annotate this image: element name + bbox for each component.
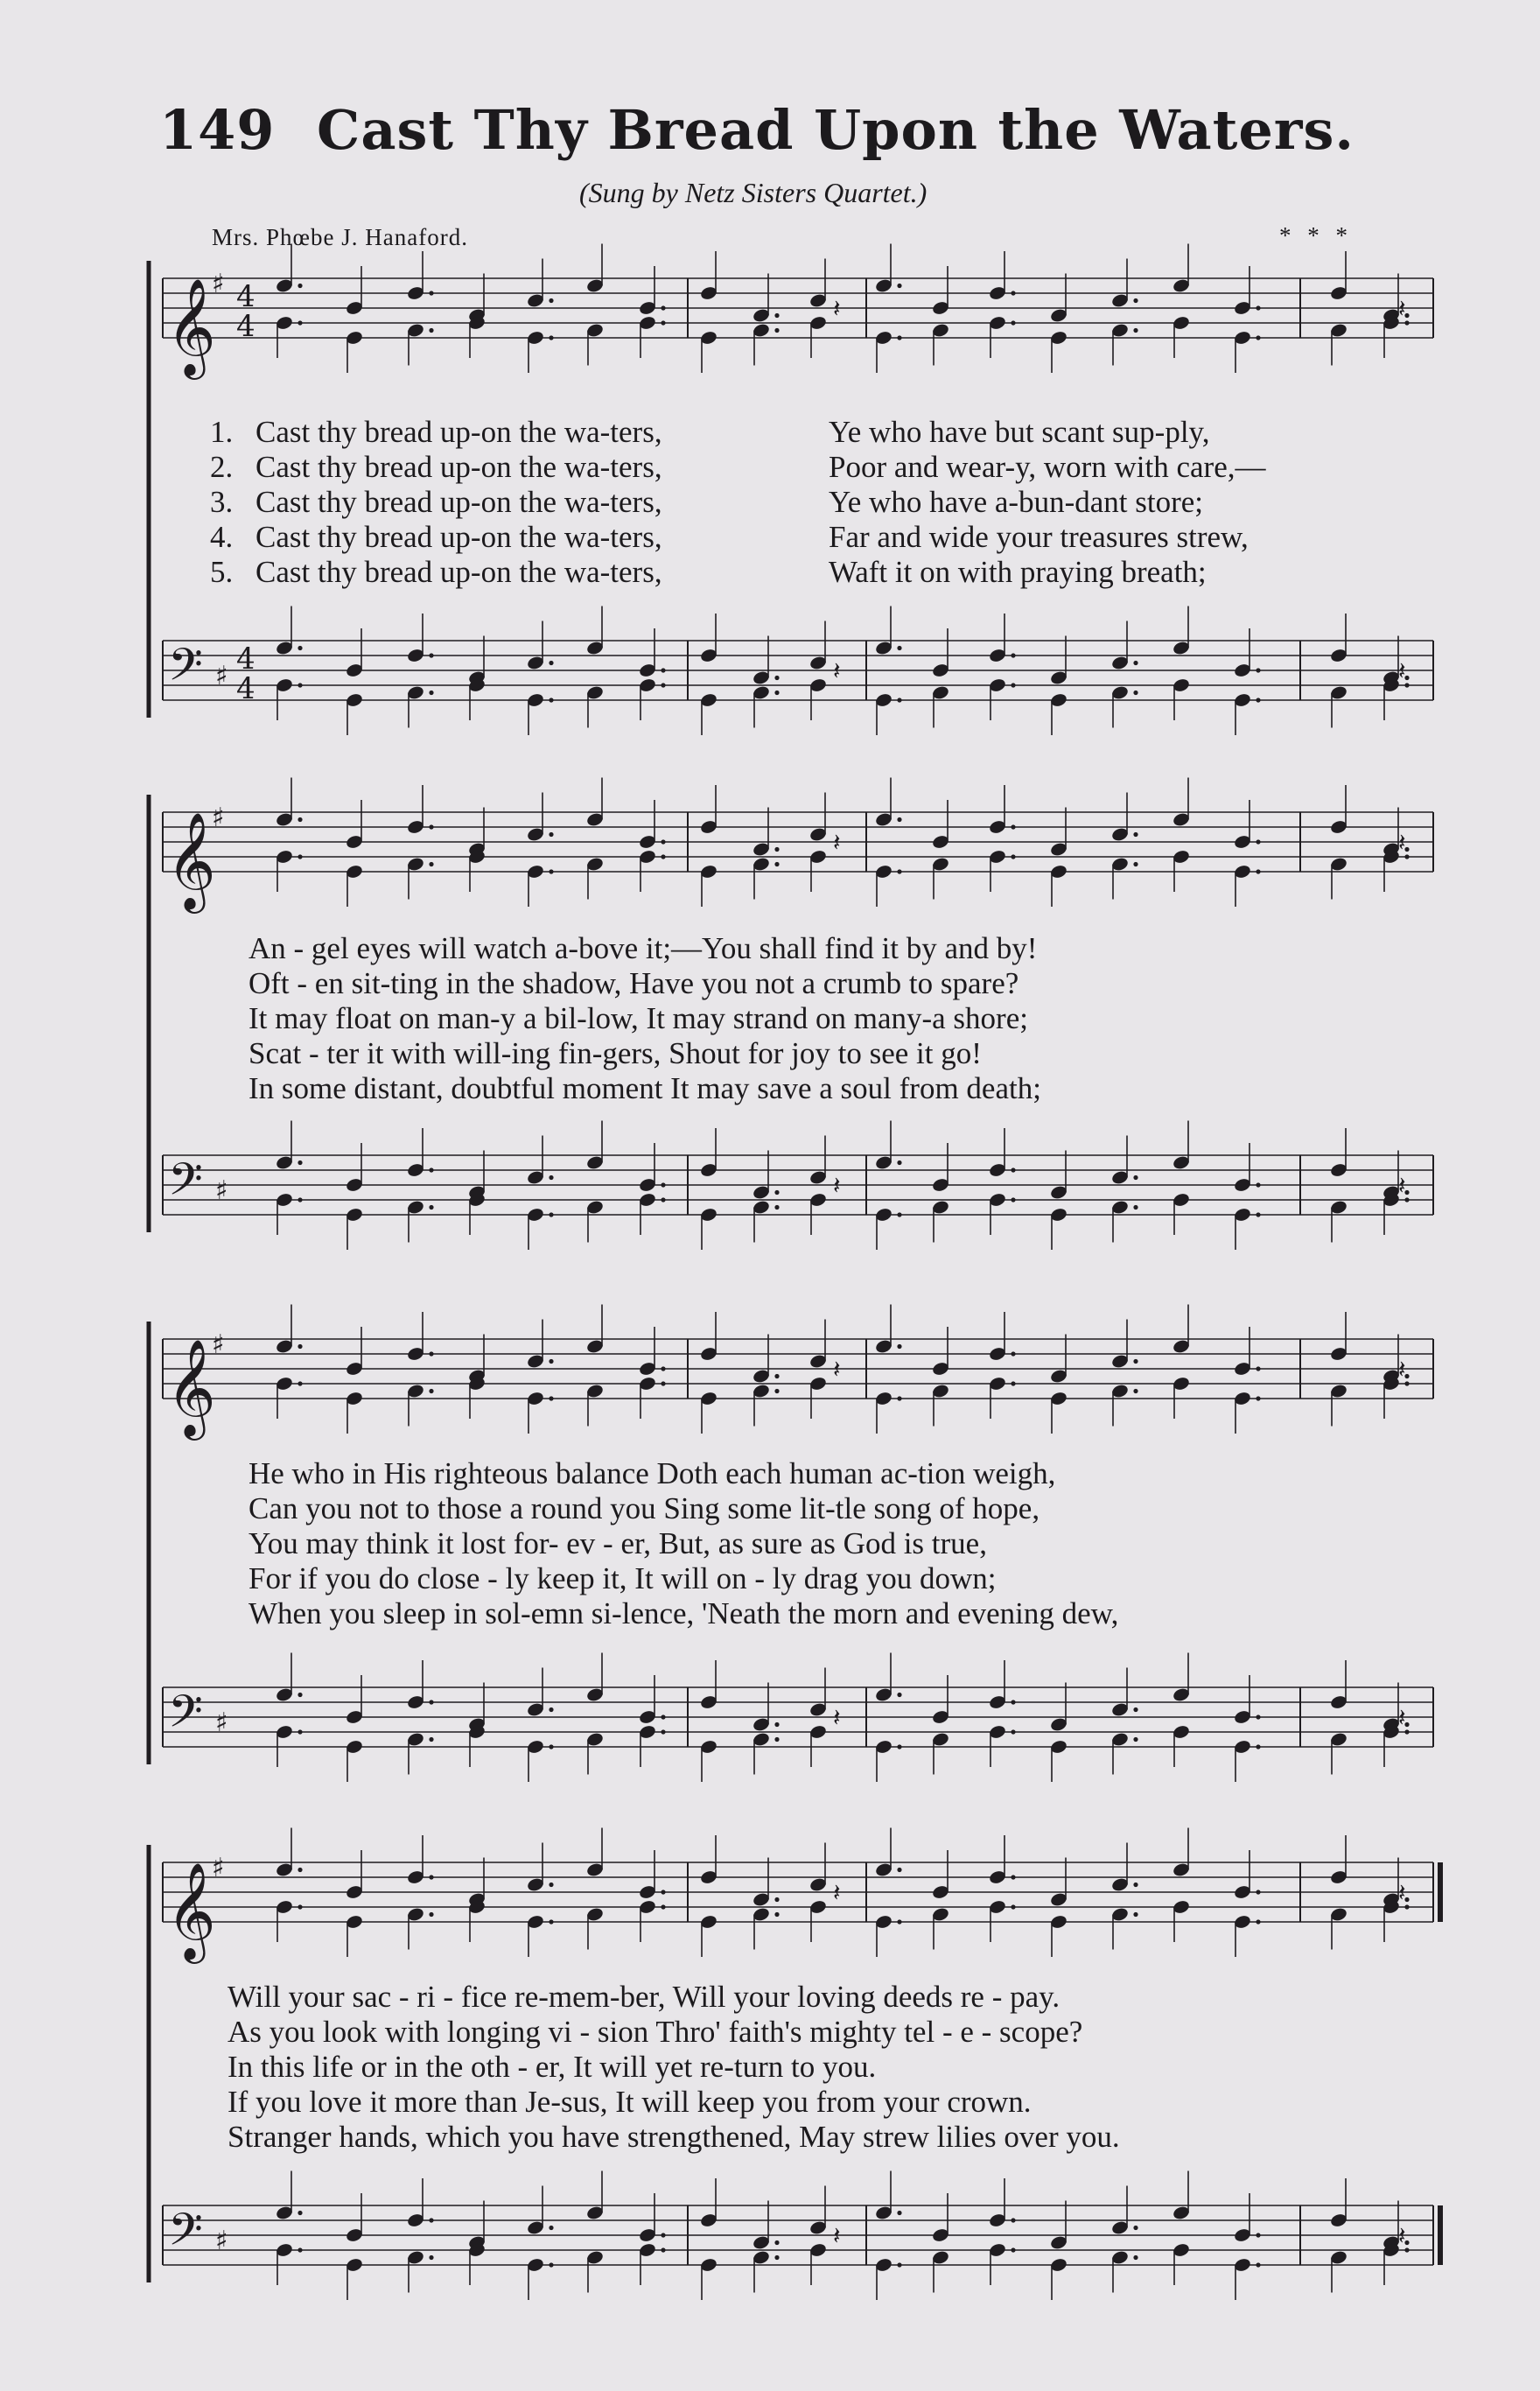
augmentation-dot (1256, 2233, 1260, 2237)
augmentation-dot (774, 2240, 779, 2245)
verse-number: 3. (210, 485, 234, 519)
augmentation-dot (661, 854, 665, 859)
augmentation-dot (1011, 291, 1015, 295)
augmentation-dot (549, 1212, 553, 1217)
augmentation-dot (1256, 1714, 1260, 1719)
augmentation-dot (1256, 698, 1260, 702)
augmentation-dot (549, 1919, 553, 1924)
augmentation-dot (1011, 1700, 1015, 1704)
augmentation-dot (549, 1707, 553, 1712)
augmentation-dot (549, 698, 553, 702)
augmentation-dot (1256, 839, 1260, 844)
augmentation-dot (774, 1190, 779, 1195)
augmentation-dot (661, 1714, 665, 1719)
augmentation-dot (429, 653, 433, 657)
augmentation-dot (661, 1197, 665, 1202)
augmentation-dot (429, 2218, 433, 2222)
augmentation-dot (1256, 1890, 1260, 1894)
augmentation-dot (661, 1366, 665, 1371)
augmentation-dot (661, 839, 665, 844)
augmentation-dot (897, 2211, 901, 2215)
augmentation-dot (429, 1351, 433, 1356)
augmentation-dot (549, 1396, 553, 1400)
augmentation-dot (774, 1897, 779, 1902)
augmentation-dot (429, 1700, 433, 1704)
lyric-line: In this life or in the oth - er, It will yet re-turn to you. (228, 2050, 877, 2084)
hymn-composer: * * * (1279, 222, 1353, 249)
augmentation-dot (661, 2233, 665, 2237)
augmentation-dot (774, 1722, 779, 1727)
augmentation-dot (298, 817, 302, 822)
augmentation-dot (1011, 683, 1015, 687)
augmentation-dot (549, 2226, 553, 2230)
augmentation-dot (1133, 2255, 1138, 2260)
hymn-title: Cast Thy Bread Upon the Waters. (317, 98, 1354, 162)
system3-lyrics (248, 1456, 1118, 1631)
rest-icon: 𝄽 (1398, 2221, 1406, 2250)
lyric-text: Ye who have but scant sup-ply, (829, 415, 1210, 449)
augmentation-dot (1133, 1883, 1138, 1887)
lyric-line: Scat - ter it with will-ing fin-gers, Shout for joy to see it go! (248, 1036, 982, 1070)
augmentation-dot (429, 824, 433, 829)
augmentation-dot (429, 1737, 433, 1742)
augmentation-dot (1011, 2218, 1015, 2222)
augmentation-dot (1011, 1381, 1015, 1385)
lyric-text: Poor and wear-y, worn with care,— (829, 450, 1266, 484)
hymn-number: 149 (159, 98, 276, 162)
lyric-line: For if you do close - ly keep it, It will on - ly drag you down; (248, 1561, 997, 1595)
augmentation-dot (897, 1868, 901, 1872)
lyric-line: When you sleep in sol-emn si-lence, 'Neath the morn and evening dew, (248, 1596, 1119, 1630)
augmentation-dot (298, 1868, 302, 1872)
augmentation-dot (298, 1693, 302, 1697)
augmentation-dot (897, 1396, 901, 1400)
augmentation-dot (661, 1381, 665, 1385)
augmentation-dot (1011, 1904, 1015, 1909)
rest-icon: 𝄽 (833, 294, 841, 323)
lyric-line: As you look with longing vi - sion Thro' faith's mighty tel - e - scope? (228, 2015, 1083, 2049)
bass-clef-icon: 𝄢 (168, 2203, 203, 2267)
augmentation-dot (1133, 1205, 1138, 1210)
lyric-line: Oft - en sit-ting in the shadow, Have you not a crumb to spare? (248, 966, 1019, 1000)
rest-icon: 𝄽 (1398, 294, 1406, 323)
rest-icon: 𝄽 (833, 1703, 841, 1732)
verse-number: 4. (210, 520, 234, 554)
lyric-text: Far and wide your treasures strew, (829, 520, 1249, 554)
augmentation-dot (1011, 653, 1015, 657)
augmentation-dot (661, 2247, 665, 2252)
time-signature: 4 (236, 671, 256, 706)
rest-icon: 𝄽 (1398, 1171, 1406, 1200)
augmentation-dot (897, 1160, 901, 1165)
augmentation-dot (549, 1744, 553, 1749)
augmentation-dot (1256, 1919, 1260, 1924)
augmentation-dot (549, 2262, 553, 2267)
treble-clef-icon: 𝄞 (166, 811, 216, 909)
system4-lyrics (228, 1980, 1120, 2155)
lyric-line (210, 450, 1266, 485)
augmentation-dot (774, 1737, 779, 1742)
lyric-line (210, 520, 1266, 555)
augmentation-dot (661, 668, 665, 672)
augmentation-dot (298, 646, 302, 650)
lyric-text: Cast thy bread up-on the wa-ters, (256, 555, 662, 589)
lyric-line: He who in His righteous balance Doth each human ac-tion weigh, (248, 1456, 1056, 1490)
rest-icon: 𝄽 (1398, 1878, 1406, 1907)
system1-lyrics (210, 415, 1266, 590)
augmentation-dot (774, 847, 779, 852)
sharp-icon: ♯ (212, 803, 225, 833)
augmentation-dot (298, 1344, 302, 1349)
augmentation-dot (1133, 832, 1138, 837)
lyric-line: You may think it lost for- ev - er, But, as sure as God is true, (248, 1526, 987, 1560)
rest-icon: 𝄽 (1398, 1703, 1406, 1732)
augmentation-dot (897, 1693, 901, 1697)
augmentation-dot (1133, 661, 1138, 665)
augmentation-dot (1133, 1737, 1138, 1742)
lyric-line (210, 485, 1266, 520)
augmentation-dot (1256, 2262, 1260, 2267)
sharp-icon: ♯ (215, 2226, 228, 2256)
augmentation-dot (661, 1182, 665, 1187)
augmentation-dot (1133, 1175, 1138, 1180)
lyric-line: If you love it more than Je-sus, It will keep you from your crown. (228, 2085, 1032, 2119)
augmentation-dot (1011, 320, 1015, 325)
rest-icon: 𝄽 (833, 1171, 841, 1200)
augmentation-dot (429, 1875, 433, 1879)
augmentation-dot (429, 691, 433, 695)
augmentation-dot (897, 1212, 901, 1217)
lyric-line: Stranger hands, which you have strengthened, May strew lilies over you. (228, 2120, 1120, 2154)
augmentation-dot (1133, 862, 1138, 866)
augmentation-dot (1133, 2226, 1138, 2230)
augmentation-dot (1011, 2247, 1015, 2252)
augmentation-dot (429, 862, 433, 866)
augmentation-dot (298, 284, 302, 288)
augmentation-dot (897, 1919, 901, 1924)
augmentation-dot (429, 1912, 433, 1917)
augmentation-dot (1256, 335, 1260, 340)
lyric-text: Waft it on with praying breath; (829, 555, 1207, 589)
augmentation-dot (429, 328, 433, 333)
augmentation-dot (897, 646, 901, 650)
augmentation-dot (298, 1381, 302, 1385)
augmentation-dot (1133, 691, 1138, 695)
lyric-line: Will your sac - ri - fice re-mem-ber, Will your loving deeds re - pay. (228, 1980, 1060, 2014)
lyric-line (210, 555, 1266, 590)
sharp-icon: ♯ (212, 269, 225, 299)
augmentation-dot (1133, 1707, 1138, 1712)
augmentation-dot (1256, 1212, 1260, 1217)
rest-icon: 𝄽 (1398, 656, 1406, 685)
augmentation-dot (1133, 298, 1138, 303)
augmentation-dot (774, 1374, 779, 1378)
augmentation-dot (1011, 1351, 1015, 1356)
rest-icon: 𝄽 (1398, 1355, 1406, 1384)
augmentation-dot (1133, 328, 1138, 333)
augmentation-dot (549, 335, 553, 340)
augmentation-dot (1256, 1744, 1260, 1749)
rest-icon: 𝄽 (833, 1355, 841, 1384)
augmentation-dot (429, 1389, 433, 1393)
augmentation-dot (1133, 1389, 1138, 1393)
augmentation-dot (661, 1904, 665, 1909)
augmentation-dot (1011, 1197, 1015, 1202)
augmentation-dot (429, 1167, 433, 1172)
lyric-line: In some distant, doubtful moment It may save a soul from death; (248, 1071, 1041, 1105)
lyric-text: Cast thy bread up-on the wa-ters, (256, 485, 662, 519)
lyric-text: Ye who have a-bun-dant store; (829, 485, 1204, 519)
augmentation-dot (897, 869, 901, 873)
sharp-icon: ♯ (215, 1175, 228, 1206)
augmentation-dot (1133, 1912, 1138, 1917)
verse-number: 1. (210, 415, 234, 449)
augmentation-dot (1011, 1729, 1015, 1734)
augmentation-dot (1256, 1396, 1260, 1400)
augmentation-dot (298, 1904, 302, 1909)
lyric-line (210, 415, 1266, 450)
augmentation-dot (1256, 869, 1260, 873)
augmentation-dot (298, 2211, 302, 2215)
augmentation-dot (1256, 305, 1260, 310)
lyric-line: An - gel eyes will watch a-bove it;—You shall find it by and by! (248, 931, 1038, 965)
augmentation-dot (897, 1744, 901, 1749)
augmentation-dot (1011, 824, 1015, 829)
augmentation-dot (774, 676, 779, 680)
system2-lyrics (248, 931, 1041, 1106)
rest-icon: 𝄽 (833, 656, 841, 685)
augmentation-dot (549, 1359, 553, 1364)
bass-clef-icon: 𝄢 (168, 1685, 203, 1749)
lyric-line: It may float on man-y a bil-low, It may strand on many-a shore; (248, 1001, 1028, 1035)
lyric-text: Cast thy bread up-on the wa-ters, (256, 520, 662, 554)
augmentation-dot (429, 1205, 433, 1210)
lyric-text: Cast thy bread up-on the wa-ters, (256, 415, 662, 449)
augmentation-dot (1011, 1875, 1015, 1879)
rest-icon: 𝄽 (1398, 828, 1406, 857)
sharp-icon: ♯ (212, 1853, 225, 1883)
bass-clef-icon: 𝄢 (168, 1153, 203, 1217)
augmentation-dot (774, 691, 779, 695)
augmentation-dot (298, 2247, 302, 2252)
augmentation-dot (774, 1389, 779, 1393)
augmentation-dot (429, 2255, 433, 2260)
rest-icon: 𝄽 (833, 828, 841, 857)
augmentation-dot (774, 2255, 779, 2260)
augmentation-dot (897, 335, 901, 340)
augmentation-dot (661, 683, 665, 687)
augmentation-dot (774, 862, 779, 866)
sharp-icon: ♯ (215, 1707, 228, 1738)
augmentation-dot (549, 298, 553, 303)
time-signature: 4 (236, 642, 256, 677)
augmentation-dot (897, 698, 901, 702)
sharp-icon: ♯ (215, 661, 228, 691)
time-signature: 4 (236, 309, 256, 344)
treble-clef-icon: 𝄞 (166, 277, 216, 375)
augmentation-dot (774, 313, 779, 318)
augmentation-dot (661, 1890, 665, 1894)
augmentation-dot (897, 1344, 901, 1349)
rest-icon: 𝄽 (833, 1878, 841, 1907)
augmentation-dot (298, 320, 302, 325)
augmentation-dot (1011, 1167, 1015, 1172)
augmentation-dot (549, 1175, 553, 1180)
rest-icon: 𝄽 (833, 2221, 841, 2250)
augmentation-dot (1133, 1359, 1138, 1364)
augmentation-dot (1256, 1182, 1260, 1187)
augmentation-dot (774, 328, 779, 333)
verse-number: 5. (210, 555, 234, 589)
lyric-line: Can you not to those a round you Sing some lit-tle song of hope, (248, 1491, 1040, 1525)
augmentation-dot (549, 832, 553, 837)
time-signature: 4 (236, 279, 256, 314)
augmentation-dot (298, 683, 302, 687)
treble-clef-icon: 𝄞 (166, 1862, 216, 1960)
augmentation-dot (298, 1160, 302, 1165)
verse-number: 2. (210, 450, 234, 484)
augmentation-dot (661, 305, 665, 310)
augmentation-dot (298, 854, 302, 859)
lyric-text: Cast thy bread up-on the wa-ters, (256, 450, 662, 484)
hymn-subtitle: (Sung by Netz Sisters Quartet.) (579, 177, 928, 208)
augmentation-dot (1256, 668, 1260, 672)
augmentation-dot (774, 1912, 779, 1917)
bass-clef-icon: 𝄢 (168, 638, 203, 702)
sharp-icon: ♯ (212, 1329, 225, 1360)
augmentation-dot (429, 291, 433, 295)
hymn-author: Mrs. Phœbe J. Hanaford. (212, 224, 468, 250)
augmentation-dot (549, 869, 553, 873)
augmentation-dot (549, 661, 553, 665)
augmentation-dot (897, 817, 901, 822)
augmentation-dot (661, 320, 665, 325)
augmentation-dot (661, 1729, 665, 1734)
augmentation-dot (1011, 854, 1015, 859)
augmentation-dot (298, 1197, 302, 1202)
treble-clef-icon: 𝄞 (166, 1338, 216, 1436)
augmentation-dot (1256, 1366, 1260, 1371)
augmentation-dot (897, 284, 901, 288)
augmentation-dot (549, 1883, 553, 1887)
augmentation-dot (897, 2262, 901, 2267)
augmentation-dot (774, 1205, 779, 1210)
augmentation-dot (298, 1729, 302, 1734)
